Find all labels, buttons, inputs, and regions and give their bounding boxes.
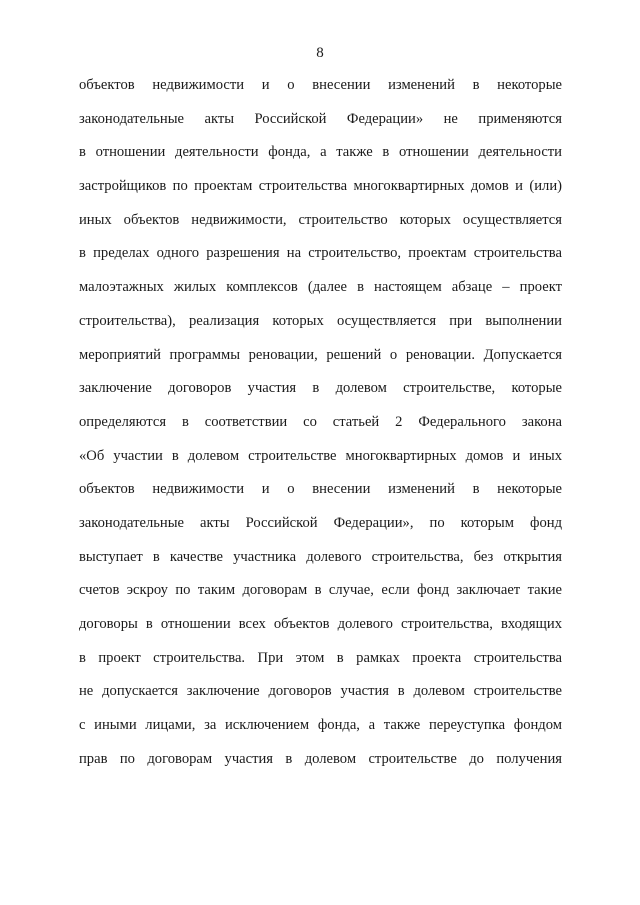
text-line: законодательные акты Российской Федерации», по которым фонд [79,514,562,531]
text-line: в проект строительства. При этом в рамках проекта строительства [79,649,562,666]
text-line: объектов недвижимости и о внесении изменений в некоторые [79,77,562,93]
text-line: мероприятий программы реновации, решений о реновации. Допускается [79,346,562,363]
text-line: объектов недвижимости и о внесении изменений в некоторые [79,481,562,498]
text-line: застройщиков по проектам строительства многоквартирных домов и (или) [79,178,562,195]
text-line: «Об участии в долевом строительстве многоквартирных домов и иных [79,447,562,464]
text-line: в пределах одного разрешения на строительство, проектам строительства [79,245,562,262]
text-line: договоры в отношении всех объектов долевого строительства, входящих [79,616,562,632]
text-line: законодательные акты Российской Федерации» не применяются [79,110,562,127]
text-line: иных объектов недвижимости, строительство которых осуществляется [79,211,562,228]
body-text [79,75,562,782]
text-line: с иными лицами, за исключением фонда, а также переуступка фондом [79,717,562,734]
text-line: счетов эскроу по таким договорам в случае, если фонд заключает такие [79,582,562,599]
text-line: малоэтажных жилых комплексов (далее в настоящем абзаце – проект [79,279,562,296]
text-line: выступает в качестве участника долевого строительства, без открытия [79,548,562,565]
text-line: определяются в соответствии со статьей 2 Федерального закона [79,413,562,430]
text-line: в отношении деятельности фонда, а также в отношении деятельности [79,144,562,161]
text-line: заключение договоров участия в долевом строительстве, которые [79,380,562,397]
page-number: 8 [316,45,324,61]
text-line: прав по договорам участия в долевом строительстве до получения [79,750,562,767]
text-line: строительства), реализация которых осуществляется при выполнении [79,312,562,329]
text-line: не допускается заключение договоров участия в долевом строительстве [79,683,562,700]
